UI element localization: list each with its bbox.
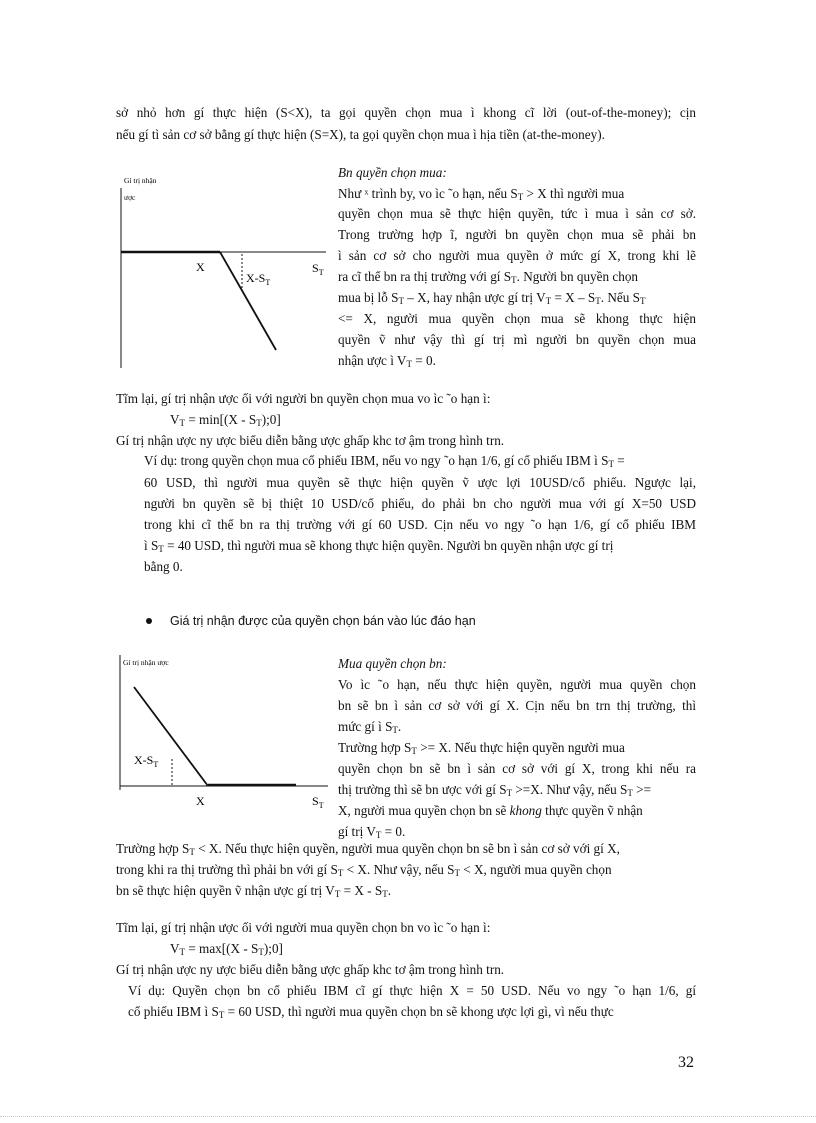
example1-line-3: người bn quyền sẽ bị thiệt 10 USD/cổ phiếu, do phải bn cho người mua với gí X=50 USD [144,496,696,511]
section2-line-5: quyền chọn bn sẽ bn ì sản cơ sở với gí X, trong khi nếu ra [338,761,696,776]
diff-label: $X-S_T$ [246,271,271,287]
intro-line-2: nếu gí tì sản cơ sở bằng gí thực hiện (S=X), ta gọi quyền chọn mua ì hịa tiền (at-the-money). [116,127,605,142]
bullet-text: Giá trị nhận được của quyền chọn bán vào lúc đáo hạn [170,614,476,628]
price-axis-label: $S_T$ [312,261,324,277]
section1-line-6: mua bị lỗ $S_T$ – X, hay nhận ược gí trị $V_T = X - S_T$. Nếu $S_T$ [338,290,646,306]
section1-line-2: quyền chọn mua sẽ thực hiện quyền, tức ì mua ì sản cơ sở. [338,206,696,221]
example2-line-2: cổ phiếu IBM ì $S_T = 60$ USD, thì người mua quyền chọn bn sẽ khong ược lợi gì, vì nếu thực [128,1004,614,1020]
section1-line-3: Trong trường hợp ĩ, người bn quyền chọn mua sẽ phải bn [338,227,696,242]
payoff-down-segment [220,252,276,350]
section2-line-7: X, người mua quyền chọn bn sẽ khong thực quyền ṽ nhận [338,803,643,818]
y-axis-label-1: Gí trị nhận [124,176,157,185]
example1-line-6: bằng 0. [144,559,183,574]
diff-label: $X-S_T$ [134,753,159,769]
summary2-line-1: Tĩm lại, gí trị nhận ược ối với người mua quyền chọn bn vo ìc ˜o hạn ì: [116,920,491,935]
example1-line-5: ì $S_T = 40$ USD, thì người mua sẽ khong thực hiện quyền. Người bn quyền nhận ược gí trị [144,538,614,554]
y-axis-label: Gí trị nhận ược [123,658,169,667]
section2-line-1: Vo ìc ˜o hạn, nếu thực hiện quyền, người mua quyền chọn [338,677,696,692]
section2-line-3: mức gí ì $S_T$. [338,719,402,735]
summary1-formula: $V_T = \min[(X$ - $S_T);0$] [170,412,281,428]
chart-call-writer [116,170,336,370]
intro-line-1: sở nhỏ hơn gí thực hiện (S<X), ta gọi quyền chọn mua ì khong cĩ lời (out-of-the-money); cịn [116,105,696,120]
strike-label: X [196,260,205,274]
section1-line-7: <= X, người mua quyền chọn mua sẽ khong thực hiện [338,311,696,326]
section1-line-4: ì sản cơ sở cho người mua quyền ở mức gí X, trong khi lẽ [338,248,696,263]
chart-put-buyer [116,655,336,815]
section1-line-1: Như ˣ trình by, vo ìc ˜o hạn, nếu $S_T > X$ thì người mua [338,186,625,202]
section1-heading: Bn quyền chọn mua: [338,165,447,180]
section2-line-4: Trường hợp $S_T >= X$. Nếu thực hiện quyền người mua [338,740,625,756]
example1-line-1: Ví dụ: trong quyền chọn mua cổ phiếu IBM, nếu vo ngy ˜o hạn 1/6, gí cổ phiếu IBM ì $S_T$ = [144,453,625,469]
para2-line-2: trong khi ra thị trường thì phải bn với gí $S_T < X$. Như vậy, nếu $S_T < X$, người mua quyền chọn [116,862,612,878]
section2-line-2: bn sẽ bn ì sản cơ sở với gí X. Cịn nếu bn trn thị trường, thì [338,698,696,713]
summary2-formula: $V_T = \max[(X$ - $S_T);0$] [170,941,283,957]
strike-label: X [196,794,205,808]
para2-line-1: Trường hợp $S_T < X$. Nếu thực hiện quyền, người mua quyền chọn bn sẽ bn ì sản cơ sở với gí X, [116,841,620,857]
example2-line-1: Ví dụ: Quyền chọn bn cổ phiếu IBM cĩ gí thực hiện X = 50 USD. Nếu vo ngy ˜o hạn 1/6, gí [128,983,696,998]
example1-line-4: trong khi cĩ thể bn ra thị trường với gí 60 USD. Cịn nếu vo ngy ˜o hạn 1/6, gí cổ phiếu IBM [144,517,696,532]
summary2-line-3: Gí trị nhận ược ny ược biểu diễn bằng ược ghấp khc tơ ậm trong hình trn. [116,962,505,977]
price-axis-label: $S_T$ [312,794,324,810]
summary1-line-1: Tĩm lại, gí trị nhận ược ối với người bn quyền chọn mua vo ìc ˜o hạn ì: [116,391,491,406]
section1-line-8: quyền ṽ như vậy thì gí trị mì người bn quyền chọn mua [338,332,696,347]
payoff-down-segment [134,687,208,786]
page-number: 32 [678,1054,694,1071]
y-axis-label-2: ược [124,193,136,202]
bullet-dot [146,618,152,624]
section1-line-5: ra cĩ thể bn ra thị trường với gí $S_T$. Người bn quyền chọn [338,269,639,285]
section2-line-8: gí trị $V_T = 0$. [338,824,406,840]
summary1-line-3: Gí trị nhận ược ny ược biểu diễn bằng ược ghấp khc tơ ậm trong hình trn. [116,433,505,448]
para2-line-3: bn sẽ thực hiện quyền ṽ nhận ược gí trị $V_T = X - S_T$. [116,883,391,899]
section1-line-9: nhận ược ì $V_T = 0$. [338,353,436,369]
page-bottom-divider [0,1116,816,1117]
section2-line-6: thị trường thì sẽ bn ược với gí $S_T >=X$. Như vậy, nếu $S_T$ >= [338,782,652,798]
section2-heading: Mua quyền chọn bn: [338,656,447,671]
example1-line-2: 60 USD, thì người mua quyền sẽ thực hiện quyền ṽ ược lợi 10USD/cổ phiếu. Ngược lại, [144,475,696,490]
